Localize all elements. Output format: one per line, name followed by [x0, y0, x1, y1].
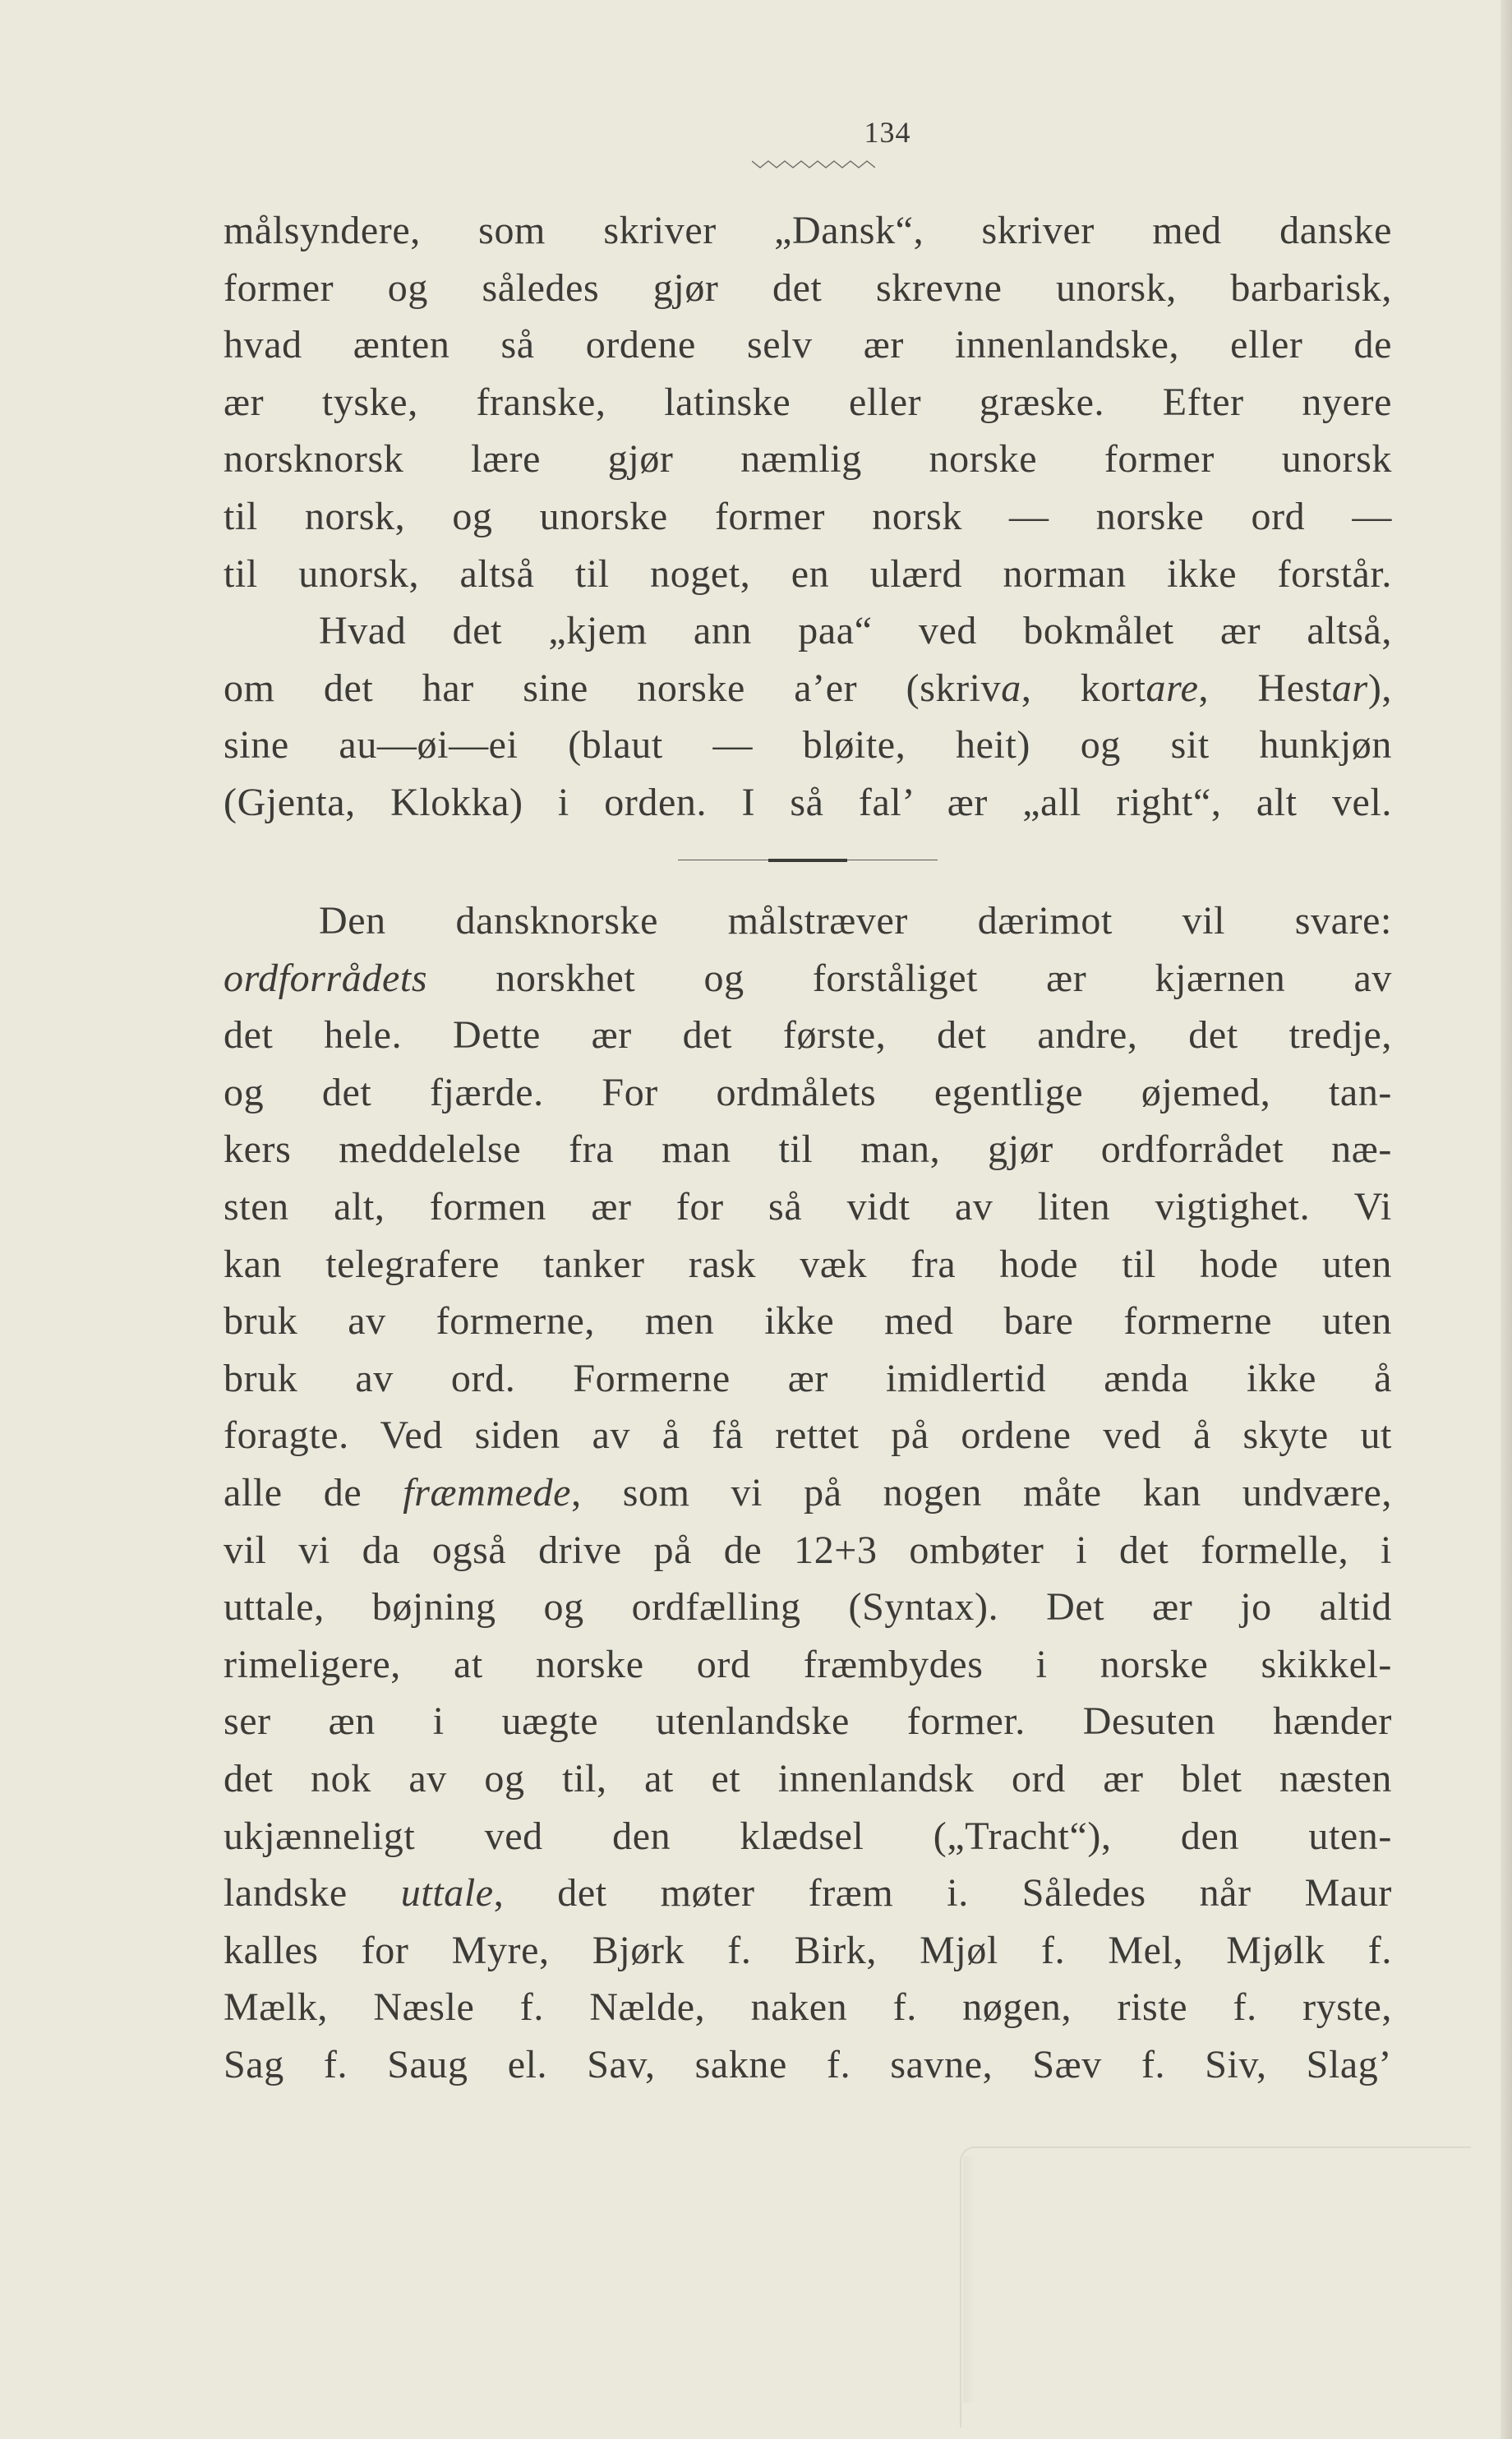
text-line: kan telegrafere tanker rask væk fra hode til hode uten: [224, 1242, 1392, 1286]
text-line: hvad ænten så ordene selv ær innenlandske, eller de: [224, 323, 1392, 367]
text-line: former og således gjør det skrevne unorsk, barbarisk,: [224, 265, 1392, 310]
text-run: , kort: [1021, 666, 1146, 710]
text-line: ser æn i uægte utenlandske former. Desuten hænder: [224, 1699, 1392, 1744]
text-line: (Gjenta, Klokka) i orden. I så fal’ ær „all right“, alt vel.: [224, 780, 1392, 824]
text-line: til unorsk, altså til noget, en ulærd norman ikke forstår.: [224, 551, 1392, 596]
text-run: , det møter fræm i. Således når Maur: [493, 1871, 1392, 1916]
page-edge: [1500, 0, 1512, 2439]
text-line: og det fjærde. For ordmålets egentlige øjemed, tan-: [224, 1070, 1392, 1114]
text-run: , som vi på nogen måte kan undvære,: [571, 1470, 1393, 1515]
text-line: bruk av formerne, men ikke med bare formerne uten: [224, 1299, 1392, 1344]
text-run: alle de: [224, 1470, 403, 1515]
italic-run: ordforrådets: [224, 956, 428, 1000]
text-line-with-italics: [224, 1865, 1392, 1922]
text-line: bruk av ord. Formerne ær imidlertid ænda ikke å: [224, 1356, 1392, 1400]
italic-run: fræmmede: [403, 1470, 572, 1515]
text-line-with-italics: [224, 660, 1392, 717]
text-line: uttale, bøjning og ordfælling (Syntax). Det ær jo altid: [224, 1585, 1392, 1630]
text-line: sten alt, formen ær for så vidt av liten vigtighet. Vi: [224, 1184, 1392, 1229]
text-run: , Hest: [1198, 666, 1332, 710]
page-corner-impression: [960, 2146, 1471, 2427]
page-number-ornament: [752, 158, 875, 169]
text-line: ukjænneligt ved den klædsel („Tracht“), den uten-: [224, 1814, 1392, 1858]
italic-run: uttale: [400, 1871, 494, 1916]
paragraph-1: [224, 202, 1392, 832]
text-line: foragte. Ved siden av å få rettet på ordene ved å skyte ut: [224, 1413, 1392, 1458]
paragraph-3: [224, 892, 1392, 2093]
text-line: rimeligere, at norske ord fræmbydes i norske skikkel-: [224, 1642, 1392, 1686]
divider-thick-rule: [768, 859, 847, 862]
page-corner-shadow: [963, 2156, 976, 2403]
page-number: 134: [864, 116, 911, 149]
text-line: kalles for Myre, Bjørk f. Birk, Mjøl f. Mel, Mjølk f.: [224, 1928, 1392, 1972]
text-line: Den dansknorske målstræver dærimot vil svare:: [319, 899, 1392, 943]
text-line: Sag f. Saug el. Sav, sakne f. savne, Sæv f. Siv, Slag’: [224, 2042, 1392, 2086]
text-line: målsyndere, som skriver „Dansk“, skriver med danske: [224, 209, 1392, 252]
text-line: Mælk, Næsle f. Nælde, naken f. nøgen, riste f. ryste,: [224, 1985, 1392, 2030]
section-divider: [678, 858, 938, 863]
text-line: til norsk, og unorske former norsk — norske ord —: [224, 494, 1392, 538]
text-line: vil vi da også drive på de 12+3 ombøter i det formelle, i: [224, 1528, 1392, 1572]
text-run: norskhet og forståliget ær kjærnen av: [427, 956, 1392, 1000]
text-line: det nok av og til, at et innenlandsk ord ær blet næsten: [224, 1756, 1392, 1800]
text-line-with-italics: [224, 950, 1392, 1007]
italic-run: are: [1146, 666, 1199, 710]
text-line: norsknorsk lære gjør næmlig norske former unorsk: [224, 437, 1392, 482]
text-line-with-italics: [224, 1464, 1392, 1522]
text-line: Hvad det „kjem ann paa“ ved bokmålet ær altså,: [319, 609, 1392, 653]
italic-run: ar: [1331, 666, 1368, 710]
text-run: landske: [224, 1871, 401, 1916]
text-line: ær tyske, franske, latinske eller græske. Efter nyere: [224, 380, 1392, 424]
text-run: ),: [1367, 666, 1392, 710]
text-line: det hele. Dette ær det første, det andre, det tredje,: [224, 1013, 1392, 1058]
text-line: sine au—øi—ei (blaut — bløite, heit) og sit hunkjøn: [224, 723, 1392, 768]
italic-run: a: [1001, 666, 1021, 710]
text-run: om det har sine norske a’er (skriv: [224, 666, 1002, 710]
text-line: kers meddelelse fra man til man, gjør ordforrådet næ-: [224, 1127, 1392, 1172]
